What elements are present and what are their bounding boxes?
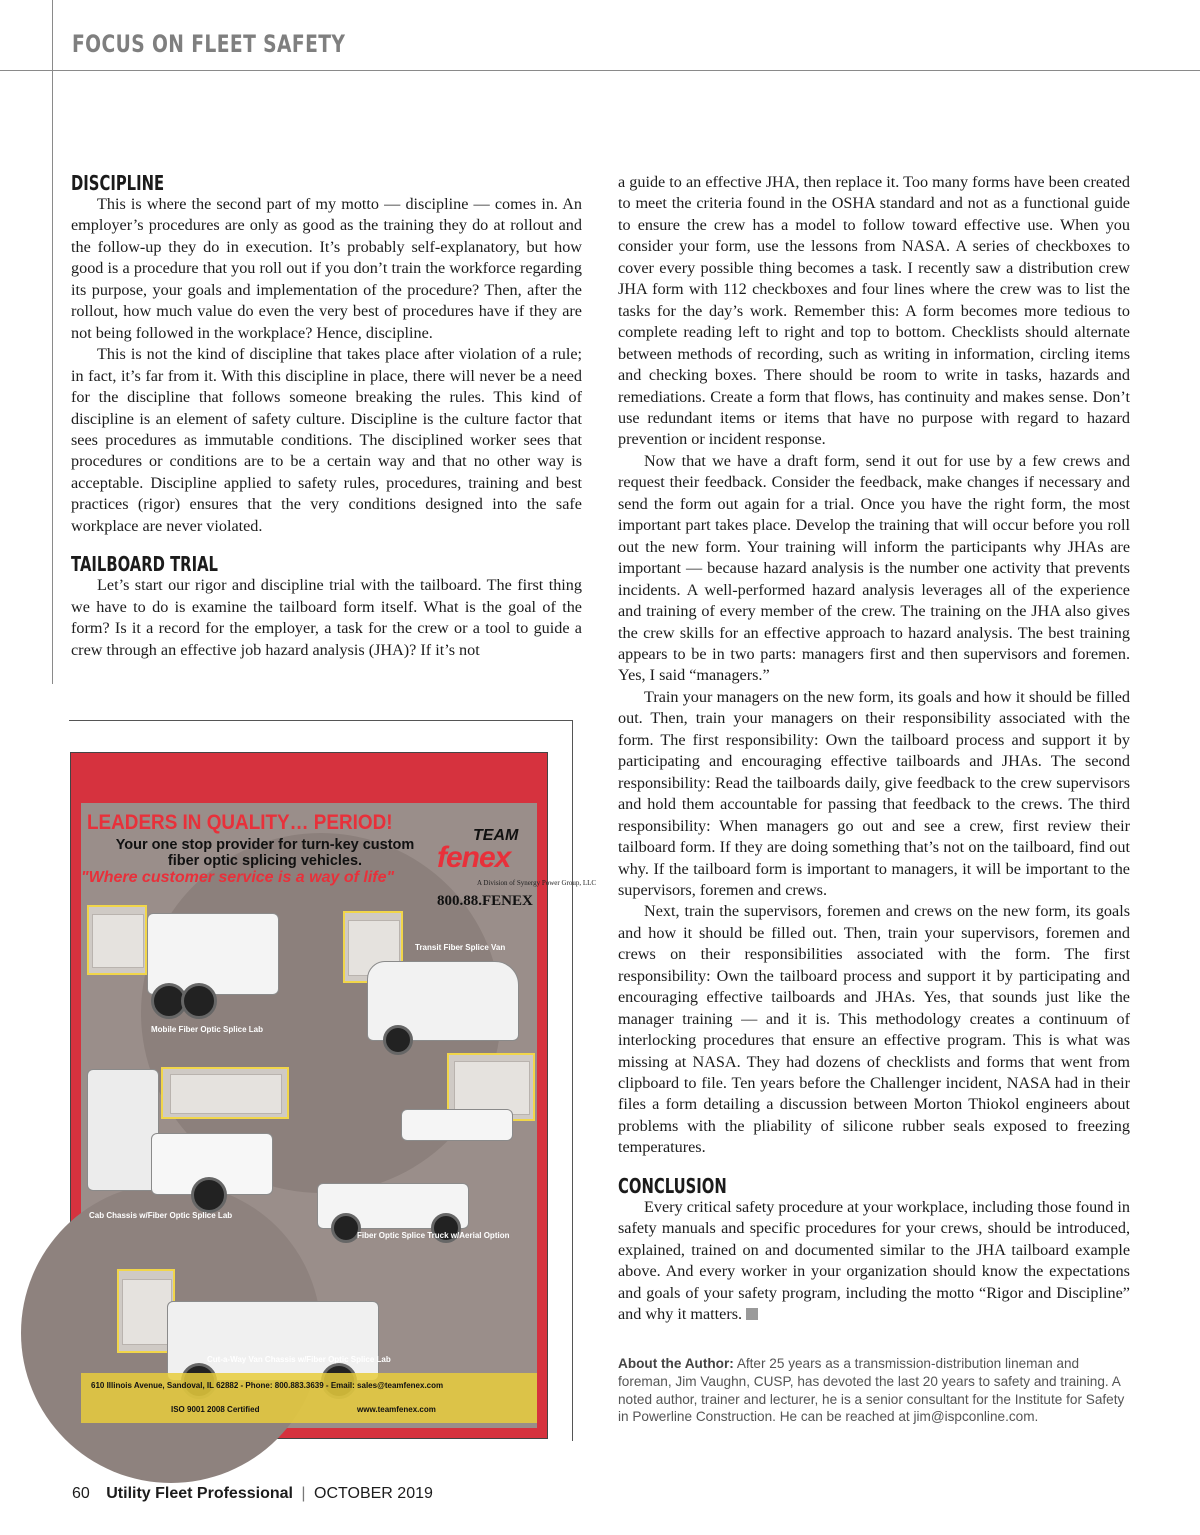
logo-fenex: fenex [437,841,511,874]
heading-discipline: DISCIPLINE [71,171,165,195]
left-vertical-rule [52,0,53,684]
logo-team: TEAM [473,827,519,844]
paragraph: Train your managers on the new form, its goals and how it should be filled out. Then, train your managers on their responsibility associated with the form. The first responsibility: Own the tailboard process and support it by participating and encouraging effective tailboards and JHAs. The second responsibility: Read the tailboards daily, give feedback to the crew supervisors and hold them accountable for passing that feedback to the crews. The third responsibility: When managers go out and see a crew, first review their tailboard form. If they are doing something that’s not on the tailboard, find out why. If the tailboard form is important to managers, it will be important to the supervisors, foremen and crews. [618,687,1130,899]
label-mobile-lab: Mobile Fiber Optic Splice Lab [151,1025,264,1034]
ad-phone: 800.88.FENEX [437,893,533,909]
paragraph: a guide to an effective JHA, then replace it. Too many forms have been created to meet the criteria found in the OSHA standard and not as a functional guide to ensure the crew has a model to follow toward effective use. When you consider your form, use the lessons from NASA. A series of checkboxes to cover every possible thing becomes a task. I recently saw a distribution crew JHA form with 112 checkboxes and four lines where the crew was to list the tasks for the day’s work. Remember this: A form becomes more tedious to complete reading left to right and top to bottom. Checklists should alternate between methods of recording, such as writing in information, circling items and checking boxes. There should be room to write in tasks, hazards and remediations. Create a form that flows, has continuity and makes sense. Don’t use redundant items or items that have no purpose with regard to hazard prevention or incident response. [618,173,1130,449]
conclusion-text: Every critical safety procedure at your workplace, including those found in safety manuals and specific procedures for your crews, should be introduced, explained, trained on and documented similar to the JHA tailboard example above. And every worker in your organization should know the expectations and goals of your safety program, including the motto “Rigor and Discipline” and why it matters. [618,1197,1130,1324]
ad-panel [81,803,597,1428]
ad-website: www.teamfenex.com [357,1405,436,1414]
paragraph [618,1197,1130,1326]
ad-subhead: Your one stop provider for turn-key custom fiber optic splicing vehicles. [115,837,415,869]
section-title: FOCUS ON FLEET SAFETY [72,30,346,58]
paragraph: Now that we have a draft form, send it out for use by a few crews and request their feedback. Consider the feedback, make changes if necessary and send the form out again for a trial. Once you have the right form, the most important part takes place. Develop the training that will occur before you roll out the new form. Your training will inform the participants why JHAs are important — because hazard analysis is the number one activity that prevents incidents. A well-performed hazard analysis leverages all of the experience and training of every member of the crew. The training on the JHA also gives the crew skills for an effective approach to hazard analysis. The best training appears to be in two parts: managers first and then supervisors and foremen. Yes, I said “managers.” [618,451,1130,685]
interior-photo [87,905,147,975]
left-column [71,172,582,661]
ad-slogan: "Where customer service is a way of life" [81,869,395,886]
team-fenex-logo [433,817,597,897]
label-aerial-truck: Fiber Optic Splice Truck w/Aerial Option [357,1231,510,1240]
label-cab-chassis [89,1211,232,1220]
footer-separator: | [301,1485,306,1502]
label-cab-chassis-text: Cab Chassis w/Fiber Optic Splice Lab [89,1211,233,1220]
ad-headline: LEADERS IN QUALITY… PERIOD! [87,811,393,834]
issue-date: OCTOBER 2019 [314,1485,433,1502]
paragraph: This is where the second part of my motto — discipline — comes in. An employer’s procedures are only as good as the training they do at rollout and the follow-up they do in execution. It’s probably self-explanatory, but how good is a procedure that you roll out if you don’t train the workforce regarding its purpose, your goals and implementation of the procedure? Then, after the rollout, how much value do even the very best of procedures have if they are not being followed in the workplace? Hence, discipline. [71,195,582,342]
right-column [618,172,1130,1326]
paragraph: Let’s start our rigor and discipline trial with the tailboard. The first thing we have to do is examine the tailboard form itself. What is the goal of the form? Is it a record for the employer, a task for the crew or a tool to guide a crew through an effective job hazard analysis (JHA)? If it’s not [71,576,582,659]
magazine-name: Utility Fleet Professional [106,1485,293,1502]
page-footer [72,1485,433,1503]
page-number: 60 [72,1485,90,1502]
wheel-icon [181,983,217,1019]
cab-interior-photo [161,1067,289,1119]
paragraph: This is not the kind of discipline that takes place after violation of a rule; in fact, it’s far from it. With this discipline in place, there will never be a need for the discipline that follows someone breaking the rules. This kind of discipline is an element of safety culture. Discipline is the culture factor that sees procedures as immutable conditions. The disciplined worker sees that procedures or conditions are to be a certain way and that no other way is acceptable. Discipline applied to safety rules, procedures, training and best practices (rigor) ensures that the very conditions designed into the safe workplace are never violated. [71,345,582,535]
spacer [618,1159,1130,1175]
aerial-bucket-image [401,1109,513,1141]
end-mark-icon [746,1308,758,1320]
author-bio: After 25 years as a transmission-distribution lineman and foreman, Jim Vaughn, CUSP, has devoted the last 20 years to safety and training. A noted author, trainer and lecturer, he is a senior consultant for the Institute for Safety in Powerline Construction. He can be reached at jim@ispconline.com. [618,1356,1125,1425]
ad-address: 610 Illinois Avenue, Sandoval, IL 62882 - Phone: 800.883.3639 - Email: sales@teamfenex.com [91,1381,444,1390]
label-transit-van: Transit Fiber Splice Van [415,943,506,952]
advertisement [70,752,597,1439]
paragraph: Next, train the supervisors, foremen and crews on the new form, its goals and how it should be filled out. Then, train your supervisors, foremen and crews on their responsibilities associated with the form. The first responsibility: Own the tailboard process and support it by participating and encouraging effective tailboards and JHAs. Yes, that sounds just like the manager training — and it is. This methodology creates a continuum of interlocking procedures that ensure an effective program. This is what was missing at NASA. They had dozens of checklists and forms that went from clipboard to file. Ten years before the Challenger incident, NASA had in their files a form detailing a discussion between Morton Thiokol engineers about problems with the pliability of silicone rubber seals exposed to freezing temperatures. [618,902,1130,1157]
label-cutaway-van: Cut-a-Way Van Chassis w/Fiber Optic Splice Lab [207,1355,391,1364]
wheel-icon [191,1177,227,1213]
about-the-author [618,1355,1130,1426]
spacer [71,537,582,553]
author-label: About the Author: [618,1356,734,1371]
wheel-icon [383,1025,413,1055]
ad-iso: ISO 9001 2008 Certified [171,1405,260,1414]
logo-division: A Division of Synergy Power Group, LLC [477,879,597,887]
cab-chassis-box-image [87,1069,159,1191]
page-header [0,0,1200,71]
heading-tailboard-trial: TAILBOARD TRIAL [71,552,218,577]
heading-conclusion: CONCLUSION [618,1173,727,1198]
